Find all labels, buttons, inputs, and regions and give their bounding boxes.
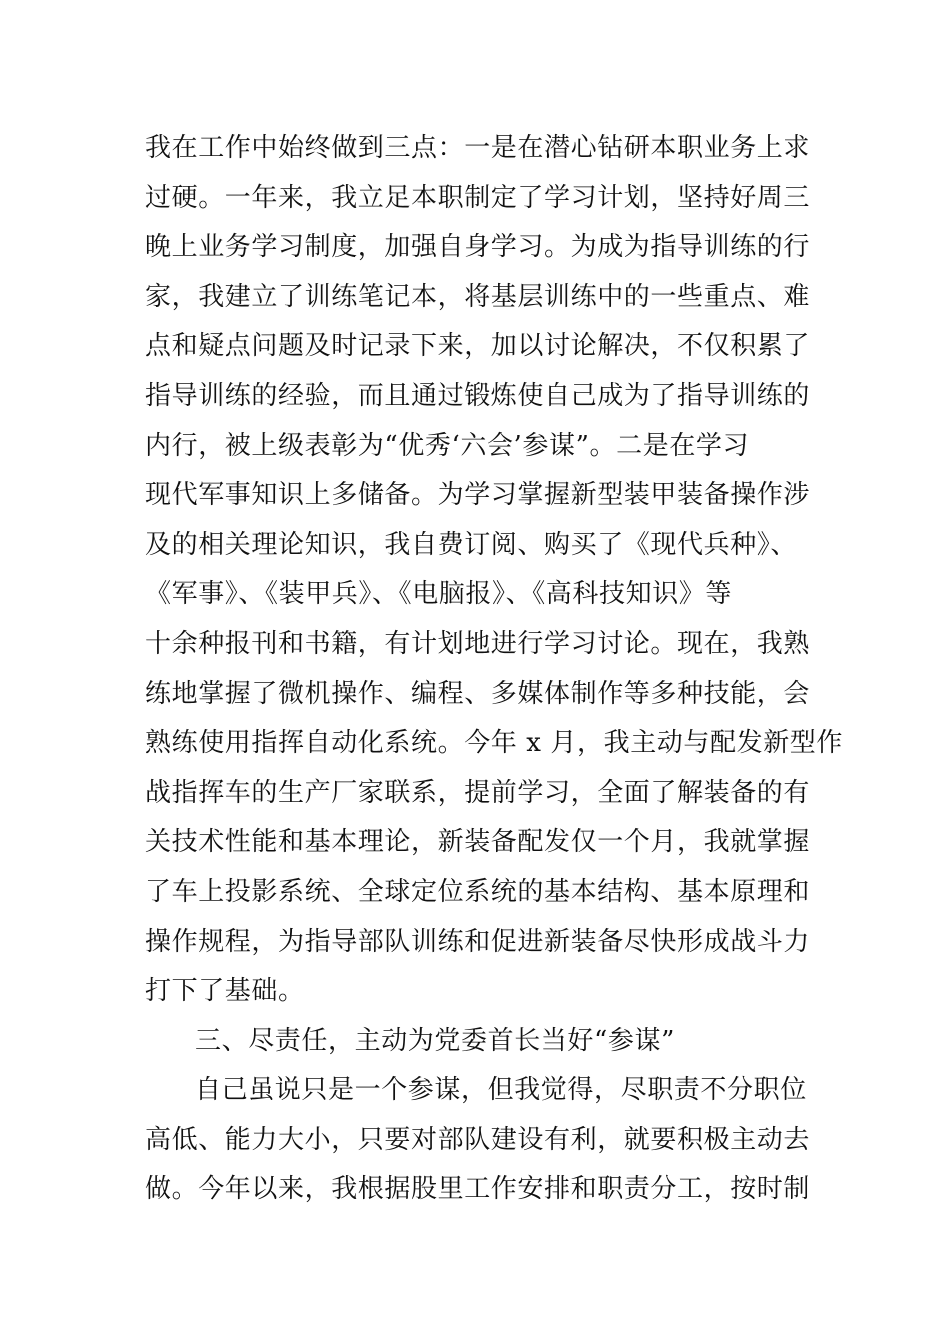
paragraph-first-line: 自己虽说只是一个参谋，但我觉得，尽职责不分职位: [195, 1075, 807, 1106]
text-line: 家，我建立了训练笔记本，将基层训练中的一些重点、难: [145, 281, 811, 312]
text-line: 我在工作中始终做到三点：一是在潜心钻研本职业务上求: [145, 133, 811, 163]
text-line: 及的相关理论知识，我自费订阅、购买了《现代兵种》、: [145, 529, 798, 560]
text-line: 晚上业务学习制度，加强自身学习。为成为指导训练的行: [145, 232, 811, 263]
text-line: 指导训练的经验，而且通过锻炼使自己成为了指导训练的: [145, 380, 811, 411]
text-line: 现代军事知识上多储备。为学习掌握新型装甲装备操作涉: [145, 480, 811, 511]
text-line: 练地掌握了微机操作、编程、多媒体制作等多种技能，会: [145, 678, 811, 709]
document-body: [145, 124, 843, 1215]
text-line: 过硬。一年来，我立足本职制定了学习计划，坚持好周三: [145, 182, 811, 213]
text-line: 内行，被上级表彰为“优秀‘六会’参谋”。二是在学习: [145, 430, 750, 461]
text-line: 操作规程，为指导部队训练和促进新装备尽快形成战斗力: [145, 926, 811, 957]
text-line: 了车上投影系统、全球定位系统的基本结构、基本原理和: [145, 876, 811, 907]
text-line: 高低、能力大小，只要对部队建设有利，就要积极主动去: [145, 1124, 811, 1155]
text-line: 十余种报刊和书籍，有计划地进行学习讨论。现在，我熟: [145, 628, 811, 659]
text-line: 关技术性能和基本理论，新装备配发仅一个月，我就掌握: [145, 827, 811, 858]
text-line: 打下了基础。: [145, 976, 305, 1007]
text-line: 战指挥车的生产厂家联系，提前学习，全面了解装备的有: [145, 777, 811, 808]
text-line: 做。今年以来，我根据股里工作安排和职责分工，按时制: [145, 1174, 811, 1205]
text-line: 熟练使用指挥自动化系统。今年 x 月，我主动与配发新型作: [145, 728, 843, 759]
paragraph-first-line: 三、尽责任，主动为党委首长当好“参谋”: [195, 1025, 675, 1056]
text-line: 点和疑点问题及时记录下来，加以讨论解决，不仅积累了: [145, 331, 811, 362]
text-line: 《军事》、《装甲兵》、《电脑报》、《高科技知识》等: [145, 579, 733, 610]
